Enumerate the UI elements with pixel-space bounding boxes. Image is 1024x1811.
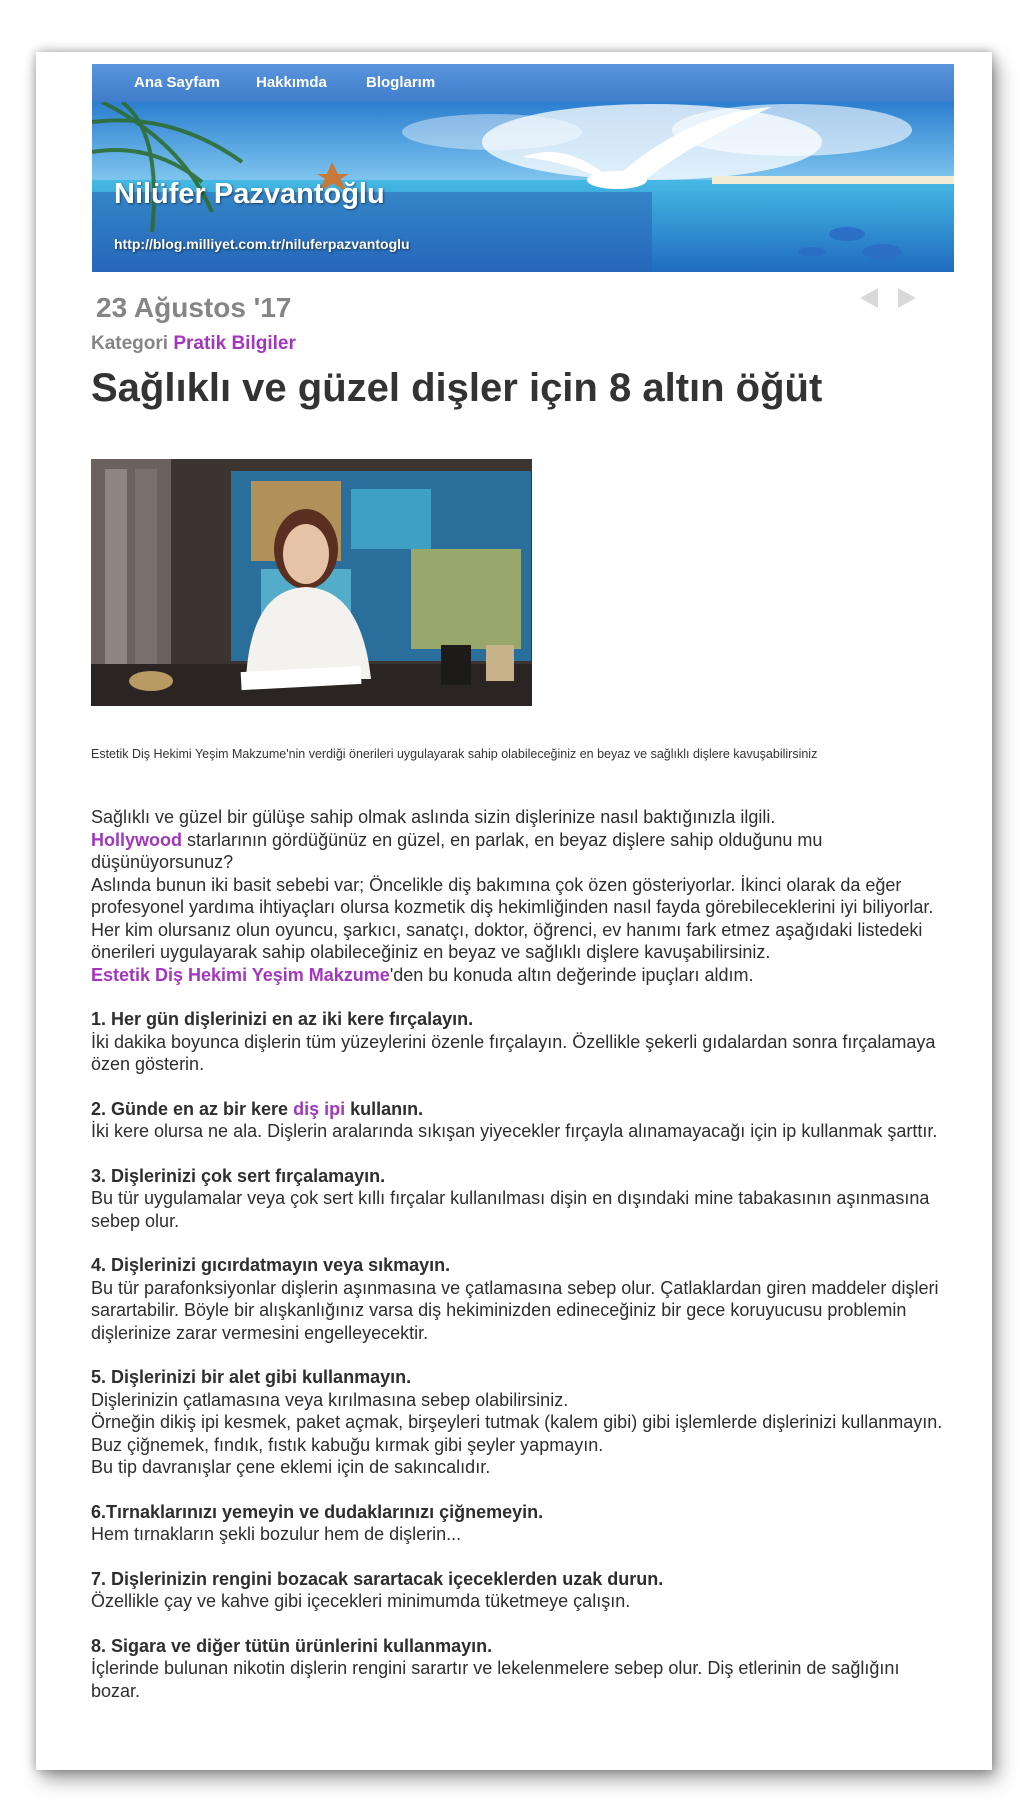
tip-body: Bu tür uygulamalar veya çok sert kıllı fırçalar kullanılması dişin en dışındaki mine tabakasının aşınmasına sebep olur. [91, 1188, 930, 1231]
post-content [91, 806, 951, 1702]
tip-body: Bu tip davranışlar çene eklemi için de sakıncalıdır. [91, 1457, 491, 1477]
tip-title: 3. Dişlerinizi çok sert fırçalamayın. [91, 1165, 386, 1186]
tip-body: Özellikle çay ve kahve gibi içecekleri minimumda tüketmeye çalışın. [91, 1591, 631, 1611]
tip-title: 2. Günde en az bir kere diş ipi kullanın. [91, 1098, 424, 1119]
tip-4 [91, 1254, 951, 1344]
blog-header [92, 64, 954, 272]
tip-8 [91, 1635, 951, 1703]
post-category [91, 333, 296, 355]
tip-5 [91, 1366, 951, 1479]
tip-6 [91, 1501, 951, 1546]
tip-title: 8. Sigara ve diğer tütün ürünlerini kullanmayın. [91, 1635, 493, 1656]
post-navigation [858, 286, 920, 310]
tip-3 [91, 1165, 951, 1233]
top-nav [92, 64, 954, 102]
previous-arrow-icon[interactable] [860, 288, 878, 308]
tip-body: Bu tür parafonksiyonlar dişlerin aşınmasına ve çatlamasına sebep olur. Çatlaklardan giren maddeler dişleri sarartabilir. Böyle bir alışkanlığınız varsa diş hekiminizden edineceğiniz bir gece koruyucusu problemin dişlerinize zarar vermesini engelleyecektir. [91, 1277, 939, 1343]
category-label: Kategori [91, 333, 169, 354]
tip-body: Örneğin dikiş ipi kesmek, paket açmak, birşeyleri tutmak (kalem gibi) gibi işlemlerde dişlerinizi kullanmayın. Buz çiğnemek, fındık, fıstık kabuğu kırmak gibi şeyler yapmayın. [91, 1412, 943, 1455]
tip-body: İçlerinde bulunan nikotin dişlerin rengini sarartır ve lekelenmelere sebep olur. Diş etlerinin de sağlığını bozar. [91, 1658, 900, 1701]
tip-body: Dişlerinizin çatlamasına veya kırılmasına sebep olabilirsiniz. [91, 1389, 569, 1410]
doctor-link[interactable]: Estetik Diş Hekimi Yeşim Makzume [91, 964, 390, 985]
tip-body: İki kere olursa ne ala. Dişlerin aralarında sıkışan yiyecekler fırçayla alınamayacağı için ip kullanmak şarttır. [91, 1121, 938, 1141]
tip-body: Hem tırnakların şekli bozulur hem de dişlerin... [91, 1524, 462, 1544]
next-arrow-icon[interactable] [898, 288, 916, 308]
blog-url[interactable]: http://blog.milliyet.com.tr/niluferpazvantoglu [114, 236, 410, 252]
floss-link[interactable]: diş ipi [293, 1098, 346, 1119]
post-date: 23 Ağustos '17 [96, 292, 292, 323]
hollywood-link[interactable]: Hollywood [91, 829, 182, 850]
photo-caption: Estetik Diş Hekimi Yeşim Makzume'nin verdiği önerileri uygulayarak sahip olabileceğiniz en beyaz ve sağlıklı dişlere kavuşabilirsiniz [91, 747, 818, 761]
tip-2 [91, 1098, 951, 1143]
nav-blogs[interactable]: Bloglarım [366, 74, 436, 91]
post-photo [91, 459, 532, 706]
intro-paragraph: Sağlıklı ve güzel bir gülüşe sahip olmak aslında sizin dişlerinize nasıl baktığınızla ilgili. Hollywood starlarının gördüğünüz en güzel, en parlak, en beyaz dişlere sahip olduğunu mu düşünüyorsunuz? Aslında bunun iki basit sebebi var; Öncelikle diş bakımına çok özen gösteriyorlar. İkinci olarak da eğer profesyonel yardıma ihtiyaçları olursa kozmetik diş hekimliğinden nasıl fayda görebileceklerini iyi biliyorlar. Her kim olursanız olun oyuncu, şarkıcı, sanatçı, doktor, öğrenci, ev hanımı fark etmez aşağıdaki listedeki önerileri uygulayarak sahip olabileceğiniz en beyaz ve sağlıklı dişlere kavuşabilirsiniz. Estetik Diş Hekimi Yeşim Makzume'den bu konuda altın değerinde ipuçları aldım. [91, 807, 934, 985]
tip-title: 5. Dişlerinizi bir alet gibi kullanmayın. [91, 1367, 412, 1387]
tip-7 [91, 1568, 951, 1613]
tip-body: İki dakika boyunca dişlerin tüm yüzeylerini özenle fırçalayın. Özellikle şekerli gıdalardan sonra fırçalamaya özen gösterin. [91, 1031, 936, 1074]
tip-title: 1. Her gün dişlerinizi en az iki kere fırçalayın. [91, 1009, 474, 1029]
tip-title: 6.Tırnaklarınızı yemeyin ve dudaklarınızı çiğnemeyin. [91, 1501, 544, 1522]
category-link[interactable]: Pratik Bilgiler [173, 333, 296, 354]
tip-1 [91, 1008, 951, 1076]
nav-about[interactable]: Hakkımda [256, 74, 327, 91]
nav-home[interactable]: Ana Sayfam [134, 74, 220, 91]
post-title: Sağlıklı ve güzel dişler için 8 altın öğüt [91, 366, 823, 410]
tip-title: 4. Dişlerinizi gıcırdatmayın veya sıkmayın. [91, 1255, 451, 1275]
tip-title: 7. Dişlerinizin rengini bozacak sarartacak içeceklerden uzak durun. [91, 1568, 664, 1589]
blog-title: Nilüfer Pazvantoğlu [114, 178, 385, 210]
